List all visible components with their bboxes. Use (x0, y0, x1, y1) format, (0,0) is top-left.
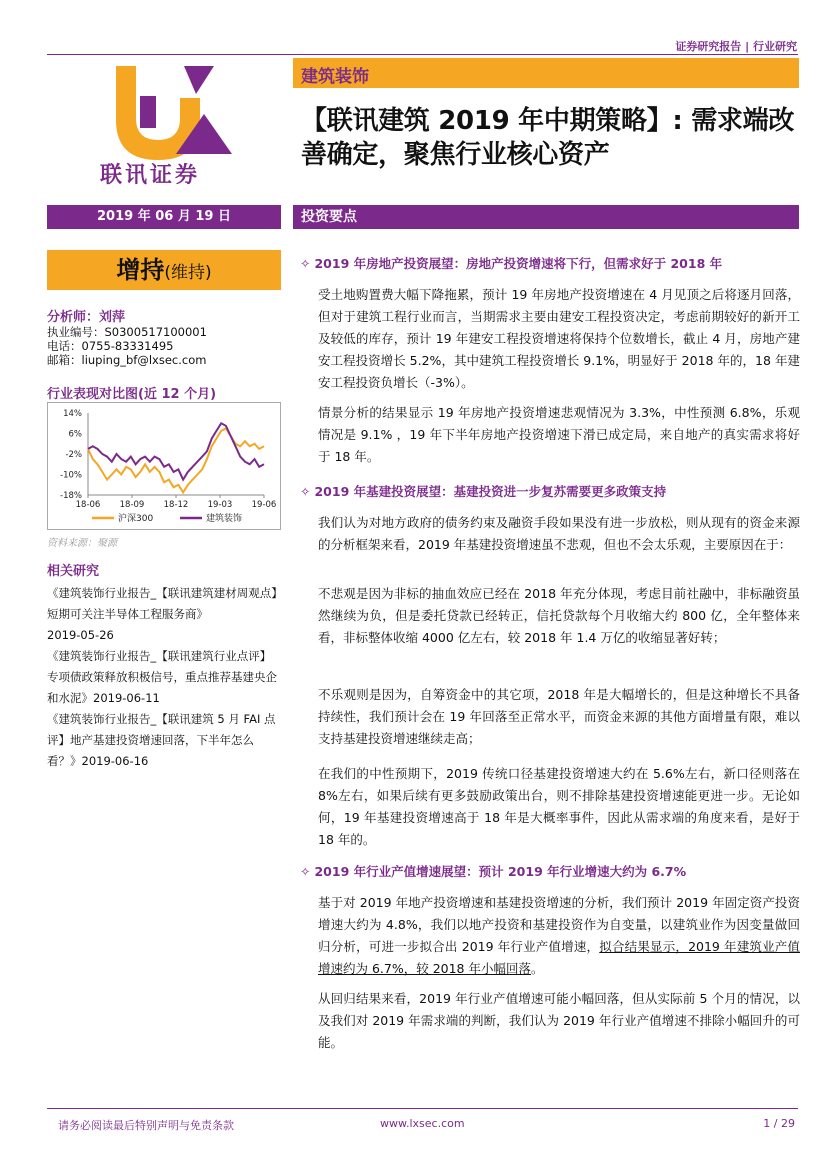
paragraph: 从回归结果来看，2019 年行业产值增速可能小幅回落，但从实际前 5 个月的情况，以及我们对 2019 年需求端的判断，我们认为 2019 年行业产值增速不排除小幅回升的可能。 (318, 991, 800, 1050)
report-date: 2019 年 06 月 19 日 (47, 205, 281, 229)
series-line-hs300 (88, 428, 264, 492)
related-list (47, 583, 279, 772)
diamond-icon: ✧ (300, 484, 311, 499)
x-tick-label: 18-06 (75, 500, 101, 510)
section-heading-real-estate: ✧ 2019 年房地产投资展望：房地产投资增速将下行，但需求好于 2018 年 (300, 256, 723, 271)
related-item[interactable]: 《建筑装饰行业报告_【联讯建筑 5 月 FAI 点评】地产基建投资增速回落，下半年怎么看？》2019-06-16 (47, 712, 276, 768)
key-points-heading: 投资要点 (293, 205, 799, 229)
paragraph: 情景分析的结果显示 19 年房地产投资增速悲观情况为 3.3%，中性预测 6.8%，乐观情况是 9.1% ，19 年下半年房地产投资增速下滑已成定局，来自地产的真实需求将好于 18 年。 (318, 405, 800, 464)
performance-chart (47, 402, 281, 530)
y-tick-label: -2% (65, 450, 82, 460)
chart-heading: 行业表现对比图(近 12 个月) (47, 387, 217, 402)
section-heading-output: ✧ 2019 年行业产值增速展望：预计 2019 年行业增速大约为 6.7% (300, 864, 687, 879)
sector-banner (293, 58, 799, 88)
logo-text: 联讯证券 (100, 163, 201, 188)
x-tick-label: 18-12 (163, 500, 189, 510)
paragraph: 不悲观是因为非标的抽血效应已经在 2018 年充分体现，考虑目前社融中，非标融资虽然继续为负，但是委托贷款已经转正，信托贷款每个月收缩大约 800 亿，全年整体来看，非标整体收缩 4000 亿左右，较 2018 年 1.4 万亿的收缩显著好转； (318, 586, 800, 645)
legend-label: 建筑装饰 (206, 514, 243, 524)
source-note: 资料来源：聚源 (47, 538, 117, 549)
y-tick-label: -10% (60, 470, 82, 481)
top-divider (47, 54, 798, 55)
x-tick-label: 19-03 (207, 500, 233, 510)
sector-label: 建筑装饰 (301, 67, 369, 87)
related-item-date: 2019-05-26 (47, 628, 114, 642)
analyst-email[interactable]: 邮箱：liuping_bf@lxsec.com (47, 353, 207, 367)
section-heading-infrastructure: ✧ 2019 年基建投资展望：基建投资进一步复苏需要更多政策支持 (300, 484, 667, 499)
paragraph: 在我们的中性预期下，2019 传统口径基建投资增速大约在 5.6%左右，新口径则落在 8%左右，如果后续有更多鼓励政策出台，则不排除基建投资增速能更进一步。无论如何，19 年基建投资增速高于 18 年是大概率事件，因此从需求端的角度来看，是好于 18 年的。 (318, 766, 800, 847)
paragraph: 我们认为对地方政府的债务约束及融资手段如果没有进一步放松，则从现有的资金来源的分析框架来看，2019 年基建投资增速虽不悲观，但也不会太乐观，主要原因在于： (318, 515, 800, 552)
paragraph: 不乐观则是因为，自筹资金中的其它项，2018 年是大幅增长的，但是这种增长不具备持续性，我们预计会在 19 年回落至正常水平，而资金来源的其他方面增量有限，难以支持基建投资增速继续走高； (318, 687, 800, 746)
analyst-id: 执业编号：S0300517100001 (47, 325, 207, 339)
y-tick-label: 14% (63, 409, 82, 419)
y-tick-label: 6% (68, 429, 82, 440)
analyst-name: 分析师：刘萍 (47, 310, 126, 325)
company-logo (96, 58, 236, 186)
analyst-phone: 电话：0755-83331495 (47, 339, 174, 353)
paragraph: 受土地购置费大幅下降拖累，预计 19 年房地产投资增速在 4 月见顶之后将逐月回落，但对于建筑工程行业而言，当期需求主要由建安工程投资决定，考虑前期较好的新开工及较低的库存，预计 19 年建安工程投资增速将保持个位数增长，截止 4 月，房地产建安工程投资增长 5.2%，其中建筑工程投资增长 9.1%，明显好于 2018 年的，18 年建安工程投资负增长（-3%）。 (318, 287, 800, 390)
paragraph: 基于对 2019 年地产投资增速和基建投资增速的分析，我们预计 2019 年固定资产投资增速大约为 4.8%，我们以地产投资和基建投资作为自变量，以建筑业作为因变量做回归分析，可进一步拟合出 2019 年行业产值增速，拟合结果显示，2019 年建筑业产值增速约为 6.7%，较 2018 年小幅回落。 (318, 895, 800, 976)
chart-svg (48, 403, 280, 529)
diamond-icon: ✧ (300, 864, 311, 879)
related-item[interactable]: 《建筑装饰行业报告_【联讯建筑行业点评】专项债政策释放积极信号，重点推荐基建央企和水泥》2019-06-11 (47, 649, 277, 705)
bottom-divider (47, 1108, 798, 1109)
x-tick-label: 19-06 (251, 500, 277, 510)
website-link[interactable]: www.lxsec.com (380, 1117, 465, 1130)
rating-sub: (维持) (164, 263, 212, 283)
x-tick-label: 18-09 (119, 500, 145, 510)
legend-label: 沪深300 (118, 514, 154, 524)
diamond-icon: ✧ (300, 256, 311, 271)
report-type-label: 证券研究报告 | 行业研究 (675, 40, 797, 53)
disclaimer-link[interactable]: 请务必阅读最后特别声明与免责条款 (58, 1119, 234, 1132)
page-number: 1 / 29 (763, 1117, 795, 1130)
related-item[interactable]: 《建筑装饰行业报告_【联讯建筑建材周观点】短期可关注半导体工程服务商》 (47, 586, 277, 621)
related-heading: 相关研究 (47, 564, 100, 579)
underlined-conclusion: 拟合结果显示，2019 年建筑业产值增速约为 6.7%，较 2018 年小幅回落 (318, 939, 800, 976)
rating-badge (47, 250, 281, 290)
rating-main: 增持 (116, 256, 165, 284)
y-tick-label: -18% (60, 491, 82, 501)
report-title: 【联讯建筑 2019 年中期策略】: 需求端改善确定，聚焦行业核心资产 (301, 106, 795, 170)
